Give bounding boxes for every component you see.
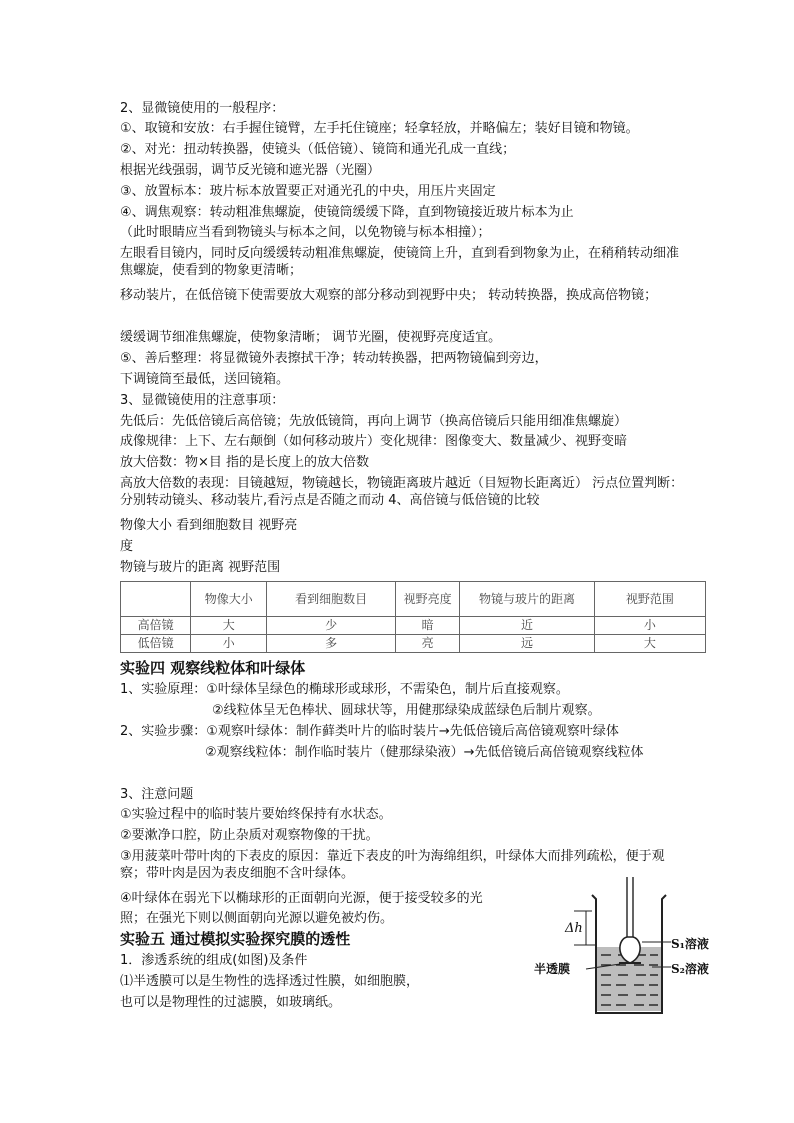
exp5-item-3: 也可以是物理性的过滤膜，如玻璃纸。	[120, 995, 342, 1010]
exp4-steps: 2、实验步骤：①观察叶绿体：制作藓类叶片的临时装片→先低倍镜后高倍镜观察叶绿体	[120, 724, 619, 739]
step-2-cont: 根据光线强弱，调节反光镜和遮光器（光圈）	[120, 163, 381, 178]
step-5-cont: 下调镜筒至最低，送回镜箱。	[120, 372, 290, 387]
table-header: 视野范围	[594, 582, 705, 617]
step-5: ⑤、善后整理：将显微镜外表擦拭干净；转动转换器，把两物镜偏到旁边，	[120, 351, 548, 366]
exp4-steps-2: ②观察线粒体：制作临时装片（健那绿染液）→先低倍镜后高倍镜观察线粒体	[205, 745, 644, 760]
note-high-mag: 高放大倍数的表现：目镜越短，物镜越长，物镜距离玻片越近（目短物长距离近） 污点位置判断：分别转动镜头、移动装片,看污点是否随之而动 4、高倍镜与低倍镜的比较	[120, 476, 684, 508]
step-4-cont-3: 缓缓调节细准焦螺旋，使物象清晰； 调节光圈，使视野亮度适宜。	[120, 330, 502, 345]
table-header: 物像大小	[191, 582, 267, 617]
comparison-fragment-1: 物像大小 看到细胞数目 视野亮	[120, 518, 298, 533]
comparison-fragment-2: 度	[120, 539, 134, 554]
exp4-note-3: ③用菠菜叶带叶肉的下表皮的原因：靠近下表皮的叶为海绵组织，叶绿体大而排列疏松，便于观察；带叶肉是因为表皮细胞不含叶绿体。	[120, 849, 665, 881]
exp4-note-4-cont: 照；在强光下则以侧面朝向光源以避免被灼伤。	[120, 911, 394, 926]
table-row	[121, 635, 706, 653]
experiment-4-title: 实验四 观察线粒体和叶绿体	[120, 659, 306, 677]
exp4-note-4: ④叶绿体在弱光下以椭球形的正面朝向光源，便于接受较多的光	[120, 891, 483, 906]
table-cell: 多	[267, 635, 396, 653]
exp4-note-2: ②要漱净口腔，防止杂质对观察物像的干扰。	[120, 828, 379, 843]
exp4-principle: 1、实验原理：①叶绿体呈绿色的椭球形或球形，不需染色，制片后直接观察。	[120, 682, 569, 697]
step-4: ④、调焦观察：转动粗准焦螺旋，使镜筒缓缓下降，直到物镜接近玻片标本为止	[120, 205, 574, 220]
table-cell: 小	[191, 635, 267, 653]
funnel-tube	[627, 877, 633, 937]
membrane-label: 半透膜	[534, 962, 571, 976]
exp5-item-1: 1．渗透系统的组成(如图)及条件	[120, 953, 308, 968]
table-cell: 暗	[395, 617, 459, 635]
section-3-title: 3、显微镜使用的注意事项：	[120, 393, 285, 408]
experiment-5-title: 实验五 通过模拟实验探究膜的透性	[120, 930, 351, 948]
step-4-note: （此时眼睛应当看到物镜头与标本之间，以免物镜与标本相撞）；	[120, 225, 491, 240]
step-3: ③、放置标本：玻片标本放置要正对通光孔的中央，用压片夹固定	[120, 184, 496, 199]
step-4-cont-2: 移动装片，在低倍镜下使需要放大观察的部分移动到视野中央； 转动转换器，换成高倍物镜；	[120, 288, 658, 303]
table-header: 看到细胞数目	[267, 582, 396, 617]
comparison-table	[120, 581, 706, 653]
note-order: 先低后：先低倍镜后高倍镜；先放低镜筒，再向上调节（换高倍镜后只能用细准焦螺旋）	[120, 414, 628, 429]
table-header-row	[121, 582, 706, 617]
table-cell: 近	[460, 617, 595, 635]
exp5-item-2: ⑴半透膜可以是生物性的选择透过性膜，如细胞膜，	[120, 974, 420, 989]
exp4-note-1: ①实验过程中的临时装片要始终保持有水状态。	[120, 807, 392, 822]
note-magnification: 放大倍数：物×目 指的是长度上的放大倍数	[120, 455, 370, 470]
table-row	[121, 617, 706, 635]
exp4-notes-title: 3、注意问题	[120, 787, 194, 802]
table-cell: 高倍镜	[121, 617, 191, 635]
table-header: 视野亮度	[395, 582, 459, 617]
table-cell: 少	[267, 617, 396, 635]
comparison-fragment-3: 物镜与玻片的距离 视野范围	[120, 560, 281, 575]
exp4-principle-2: ②线粒体呈无色棒状、圆球状等，用健那绿染成蓝绿色后制片观察。	[212, 703, 601, 718]
table-header	[121, 582, 191, 617]
table-cell: 低倍镜	[121, 635, 191, 653]
step-4-cont-1: 左眼看目镜内，同时反向缓缓转动粗准焦螺旋，使镜筒上升，直到看到物象为止，在稍稍转动细准焦螺旋，使看到的物象更清晰；	[120, 246, 680, 278]
step-2: ②、对光：扭动转换器，使镜头（低倍镜）、镜筒和通光孔成一直线；	[120, 142, 516, 157]
table-header: 物镜与玻片的距离	[460, 582, 595, 617]
section-2-title: 2、显微镜使用的一般程序：	[120, 101, 285, 116]
osmosis-diagram	[534, 875, 716, 1025]
table-cell: 远	[460, 635, 595, 653]
s2-solution-label: S₂溶液	[671, 962, 709, 976]
table-cell: 大	[594, 635, 705, 653]
table-cell: 大	[191, 617, 267, 635]
delta-h-label: Δh	[565, 921, 583, 936]
table-cell: 小	[594, 617, 705, 635]
step-1: ①、取镜和安放：右手握住镜臂，左手托住镜座；轻拿轻放，并略偏左；装好目镜和物镜。	[120, 121, 639, 136]
table-cell: 亮	[395, 635, 459, 653]
note-imaging: 成像规律：上下、左右颠倒（如何移动玻片）变化规律：图像变大、数量减少、视野变暗	[120, 434, 628, 449]
s1-solution-label: S₁溶液	[671, 937, 709, 951]
